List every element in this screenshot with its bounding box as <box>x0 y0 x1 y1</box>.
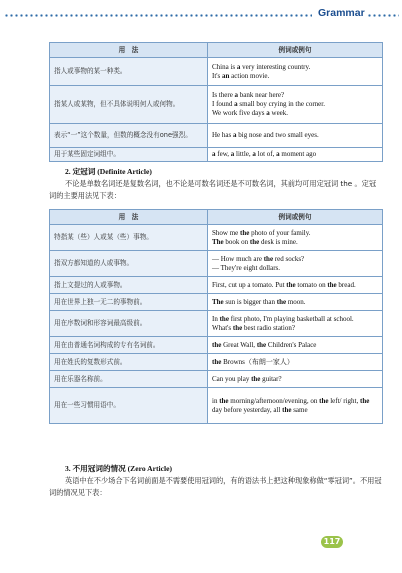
table-row <box>50 311 383 337</box>
usage-cell: 用在序数词和形容词最高级前。 <box>50 311 208 337</box>
table-row <box>50 354 383 371</box>
example-cell: the Great Wall, the Children's Palace <box>208 337 383 354</box>
example-cell: a few, a little, a lot of, a moment ago <box>208 148 383 162</box>
table-row <box>50 294 383 311</box>
usage-cell: 指上文提过的人或事物。 <box>50 277 208 294</box>
usage-cell: 用于某些固定词组中。 <box>50 148 208 162</box>
usage-cell: 特指某（些）人或某（些）事物。 <box>50 225 208 251</box>
table-row <box>50 124 383 148</box>
definite-article-table <box>49 209 383 424</box>
usage-cell: 指双方都知道的人或事物。 <box>50 251 208 277</box>
example-cell: He has a big nose and two small eyes. <box>208 124 383 148</box>
example-cell: — How much are the red socks? — They're eight dollars. <box>208 251 383 277</box>
section-3-heading: 3. 不用冠词的情况 (Zero Article) <box>65 464 172 473</box>
usage-cell: 用在由普通名词构成的专有名词前。 <box>50 337 208 354</box>
example-cell: The sun is bigger than the moon. <box>208 294 383 311</box>
section-3-paragraph: 英语中在不少场合下名词前面是不需要使用冠词的，有的语法书上把这种现象称做“零冠词”。不用冠词的情况见下表： <box>49 476 382 497</box>
section-2-heading: 2. 定冠词 (Definite Article) <box>65 167 152 176</box>
table-row <box>50 58 383 86</box>
example-cell: Is there a bank near here? I found a small boy crying in the corner. We work five days a week. <box>208 86 383 124</box>
example-cell: in the morning/afternoon/evening, on the left/ right, the day before yesterday, all the same <box>208 388 383 424</box>
example-cell: In the first photo, I'm playing basketball at school. What's the best radio station? <box>208 311 383 337</box>
usage-cell: 用在姓氏的复数形式前。 <box>50 354 208 371</box>
table-row <box>50 337 383 354</box>
example-cell: First, cut up a tomato. Put the tomato on the bread. <box>208 277 383 294</box>
table-row <box>50 388 383 424</box>
indefinite-article-table <box>49 42 383 162</box>
usage-cell: 用在乐器名称前。 <box>50 371 208 388</box>
usage-cell: 用在一些习惯用语中。 <box>50 388 208 424</box>
example-cell: the Browns（布朗一家人） <box>208 354 383 371</box>
table-row <box>50 86 383 124</box>
section-header-label: Grammar <box>318 7 365 19</box>
example-cell: Show me the photo of your family. The book on the desk is mine. <box>208 225 383 251</box>
usage-cell: 表示“一”这个数量，但数的概念没有one强烈。 <box>50 124 208 148</box>
header-dot-rule-right <box>367 14 399 17</box>
usage-cell: 指某人或某物，但不具体说明何人或何物。 <box>50 86 208 124</box>
table-row <box>50 277 383 294</box>
page-number-badge: 117 <box>321 536 343 548</box>
table-header-example: 例词或例句 <box>208 210 383 225</box>
header-dot-rule <box>4 14 312 17</box>
table-header-example: 例词或例句 <box>208 43 383 58</box>
example-cell: China is a very interesting country. It's an action movie. <box>208 58 383 86</box>
table-row <box>50 148 383 162</box>
usage-cell: 用在世界上独一无二的事物前。 <box>50 294 208 311</box>
example-cell: Can you play the guitar? <box>208 371 383 388</box>
table-header-usage: 用 法 <box>50 43 208 58</box>
table-row <box>50 371 383 388</box>
usage-cell: 指人或事物的某一种类。 <box>50 58 208 86</box>
table-header-usage: 用 法 <box>50 210 208 225</box>
table-row <box>50 225 383 251</box>
section-2-paragraph: 不论是单数名词还是复数名词，也不论是可数名词还是不可数名词，其前均可用定冠词 the 。定冠词的主要用法见下表： <box>49 179 377 200</box>
table-row <box>50 251 383 277</box>
